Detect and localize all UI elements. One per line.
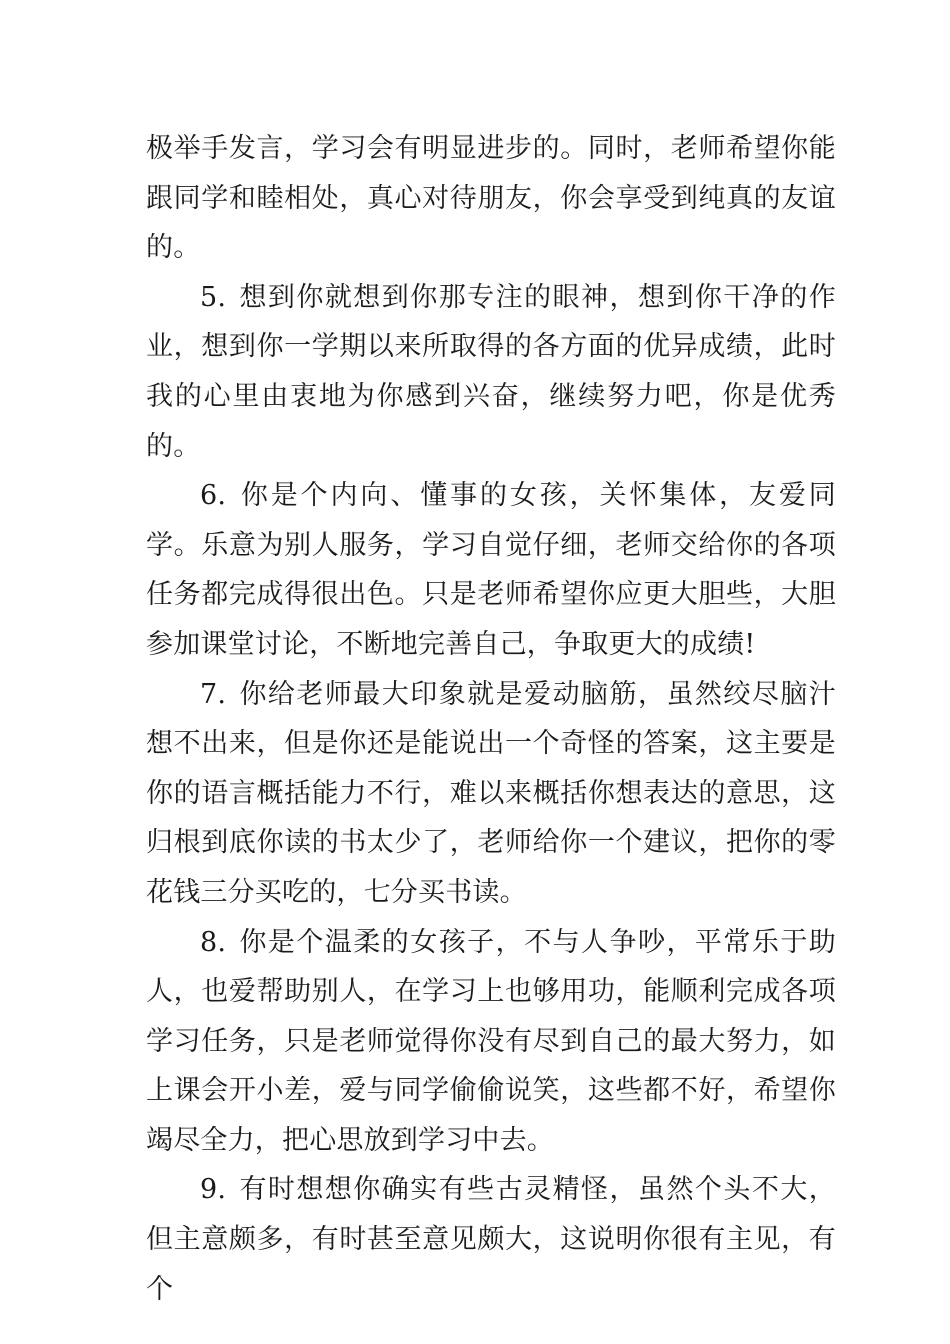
paragraph-text: 想到你就想到你那专注的眼神，想到你干净的作业，想到你一学期以来所取得的各方面的优异成绩，此时我的心里由衷地为你感到兴奋，继续努力吧，你是优秀的。 (146, 281, 836, 462)
paragraph-item-9 (146, 1165, 836, 1314)
paragraph-text: 你是个内向、懂事的女孩，关怀集体，友爱同学。乐意为别人服务，学习自觉仔细，老师交给你的各项任务都完成得很出色。只是老师希望你应更大胆些，大胆参加课堂讨论，不断地完善自己，争取更大的成绩! (146, 480, 836, 660)
paragraph-item-7 (146, 670, 836, 918)
paragraph-item-5 (146, 273, 836, 471)
paragraph-text: 你给老师最大印象就是爱动脑筋，虽然绞尽脑汁想不出来，但是你还是能说出一个奇怪的答案，这主要是你的语言概括能力不行，难以来概括你想表达的意思，这归根到底你读的书太少了，老师给你一个建议，把你的零花钱三分买吃的，七分买书读。 (146, 678, 836, 908)
paragraph-number: 6. (200, 480, 227, 512)
paragraph-number: 5. (200, 281, 227, 313)
paragraph-text: 你是个温柔的女孩子，不与人争吵，平常乐于助人，也爱帮助别人，在学习上也够用功，能顺利完成各项学习任务，只是老师觉得你没有尽到自己的最大努力，如上课会开小差，爱与同学偷偷说笑，这些都不好，希望你竭尽全力，把心思放到学习中去。 (146, 926, 836, 1156)
document-body (146, 124, 836, 1314)
paragraph-number: 9. (200, 1174, 227, 1206)
paragraph-text: 有时想想你确实有些古灵精怪，虽然个头不大，但主意颇多，有时甚至意见颇大，这说明你很有主见，有个 (146, 1174, 836, 1305)
paragraph-text: 极举手发言，学习会有明显进步的。同时，老师希望你能跟同学和睦相处，真心对待朋友，你会享受到纯真的友谊的。 (146, 133, 836, 264)
paragraph-item-8 (146, 918, 836, 1166)
paragraph-item-6 (146, 471, 836, 669)
paragraph-number: 7. (200, 678, 227, 710)
paragraph-continued (146, 124, 836, 273)
paragraph-number: 8. (200, 926, 227, 958)
